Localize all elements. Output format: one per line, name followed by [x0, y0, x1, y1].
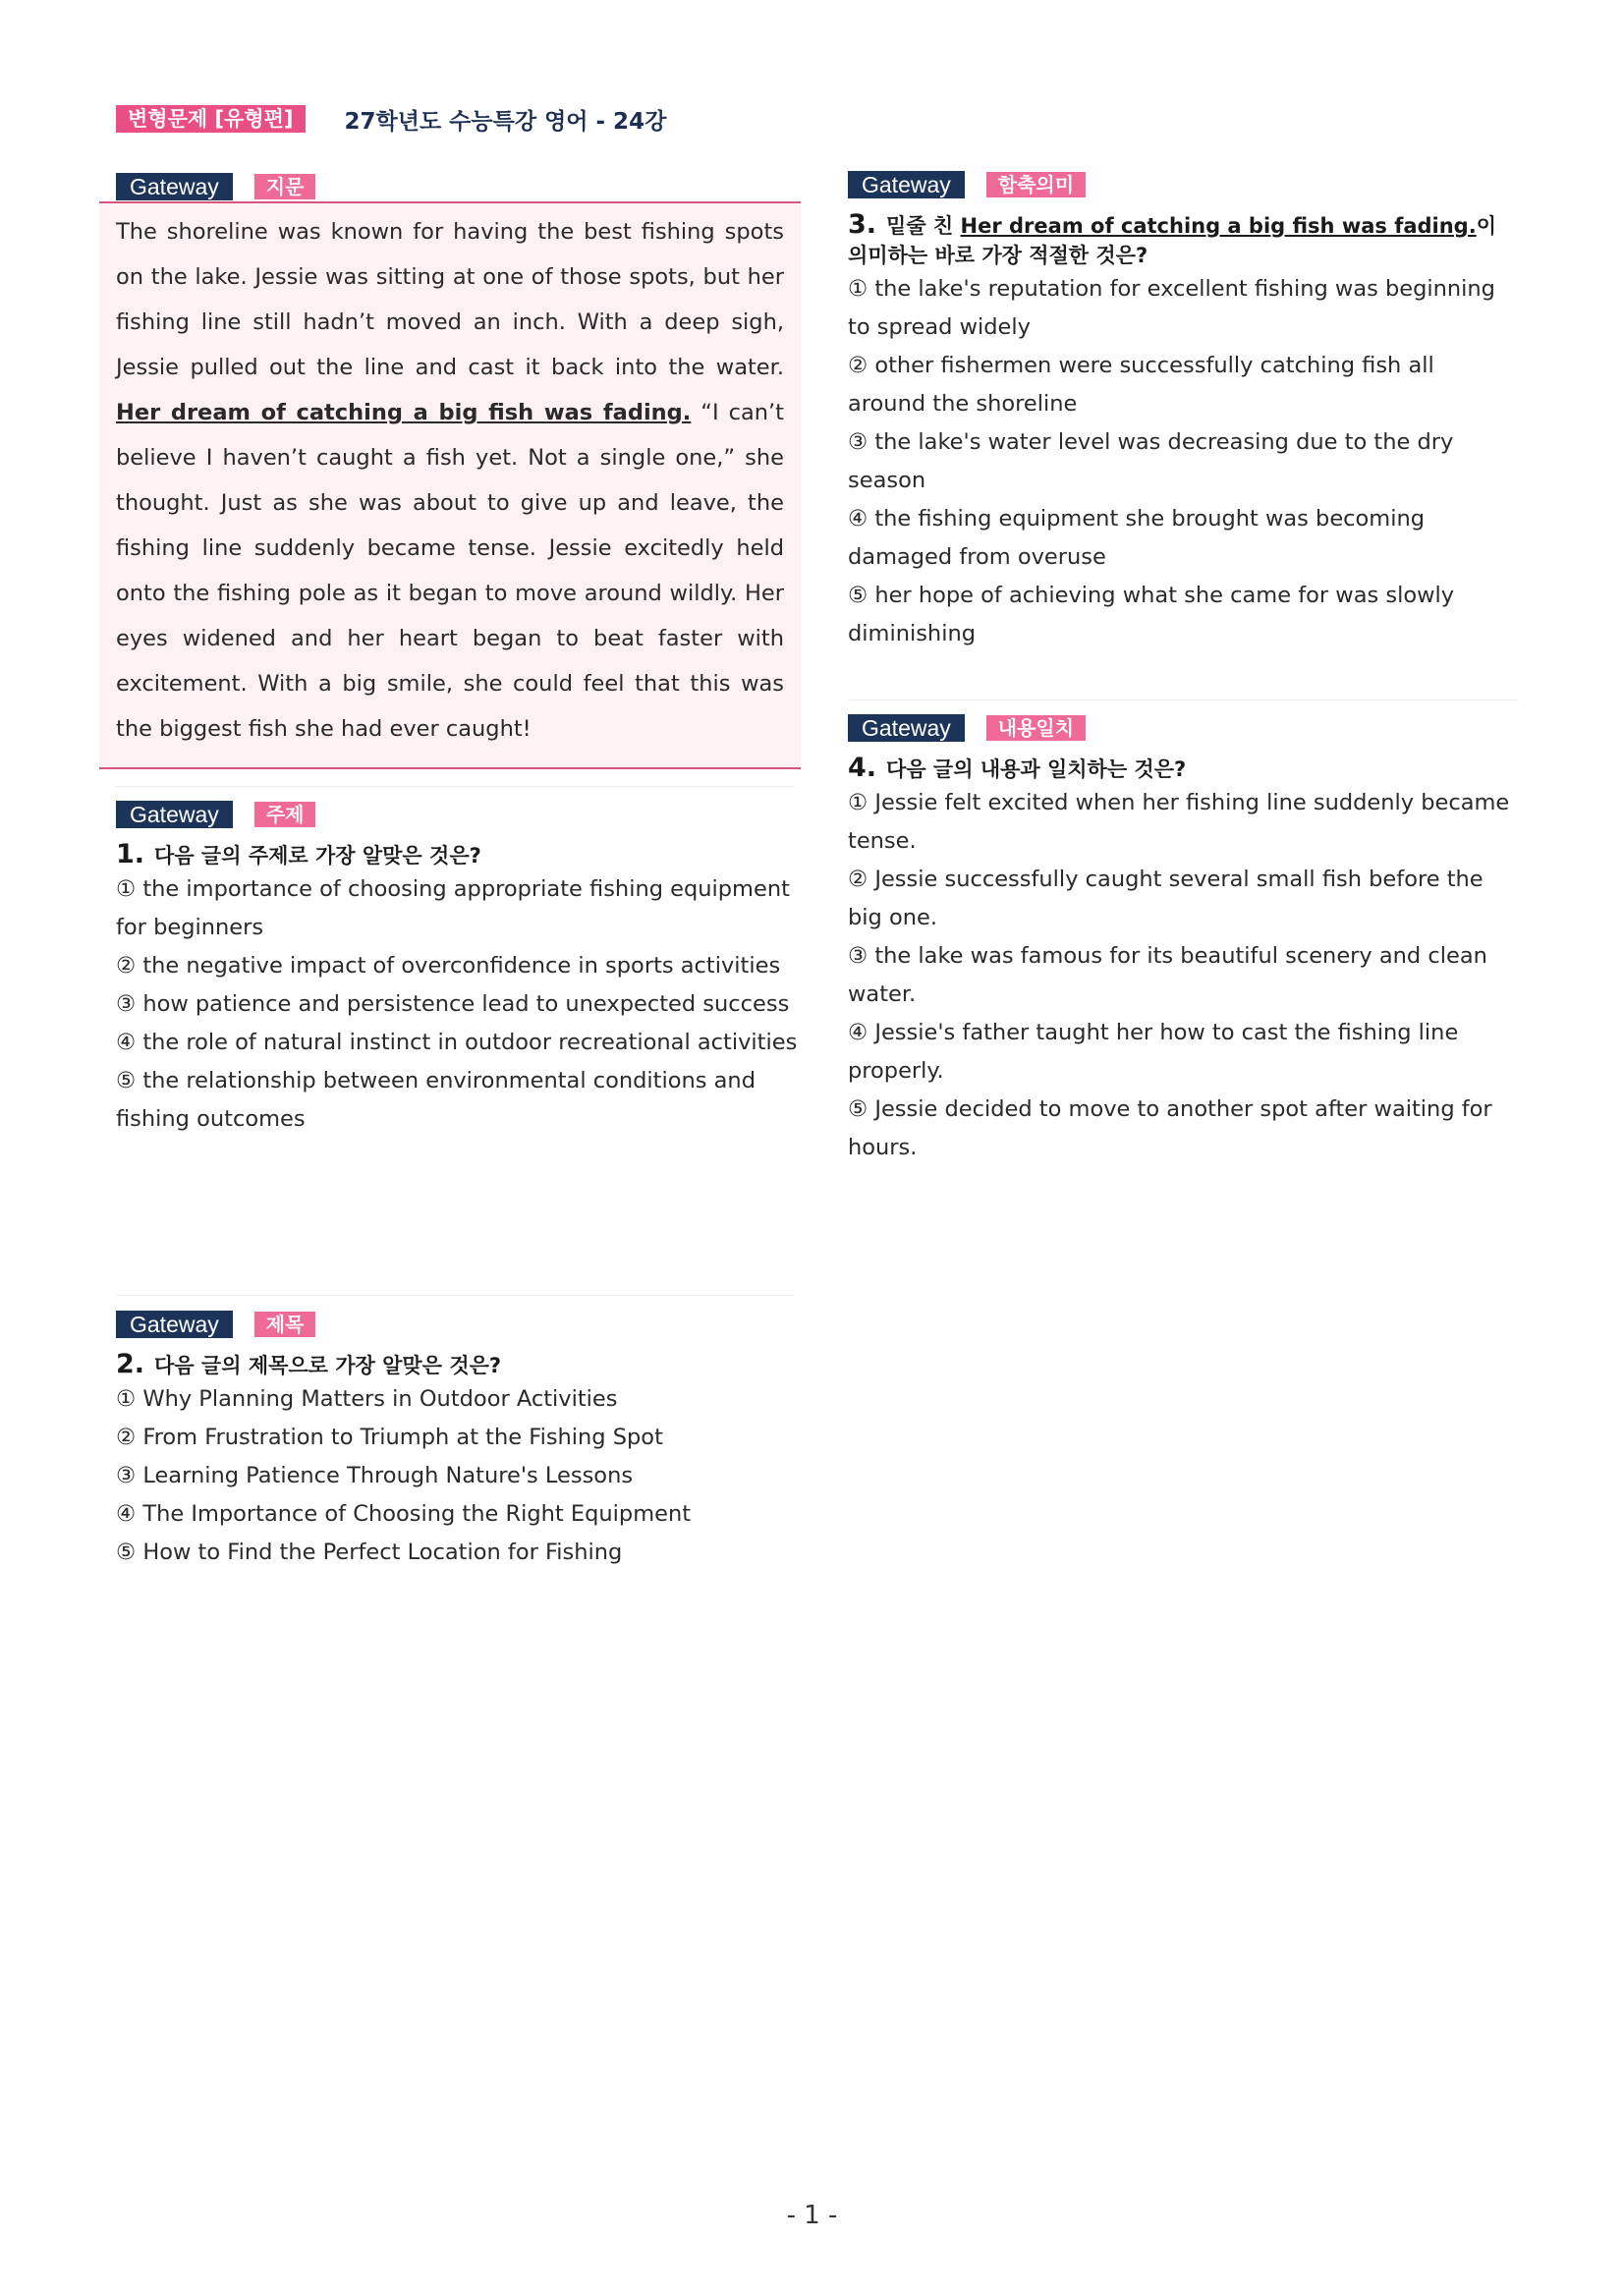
question-1: [116, 801, 802, 1139]
gateway-label: Gateway: [848, 171, 965, 198]
q2-option-5[interactable]: ⑤ How to Find the Perfect Location for Fishing: [116, 1540, 623, 1565]
page-number: - 1 -: [786, 2201, 838, 2230]
q4-option-1[interactable]: ① Jessie felt excited when her fishing line suddenly became tense.: [848, 790, 1510, 854]
passage-text-after: “I can’t believe I haven’t caught a fish yet. Not a single one,” she thought. Just as she was about to give up and leave, the fishing line suddenly became tense. Jessie excitedly held onto the fishing pole as it began to move around wildly. Her eyes widened and her heart began to beat faster with excitement. With a big smile, she could feel that this was the biggest fish she had ever caught!: [116, 400, 784, 742]
q1-option-4[interactable]: ④ the role of natural instinct in outdoor recreational activities: [116, 1030, 798, 1055]
q3-number: 3.: [848, 209, 877, 240]
q3-prompt-underlined: Her dream of catching a big fish was fading.: [960, 214, 1477, 238]
q1-tag: 주제: [254, 802, 316, 827]
passage-text-before: The shoreline was known for having the best fishing spots on the lake. Jessie was sitting at one of those spots, but her fishing line still hadn’t moved an inch. With a deep sigh, Jessie pulled out the line and cast it back into the water.: [116, 219, 784, 380]
header-tag: 변형문제 [유형편]: [116, 105, 306, 133]
passage-underlined-sentence: Her dream of catching a big fish was fading.: [116, 400, 692, 425]
q3-prompt-prefix: 밑줄 친: [886, 214, 961, 238]
q2-number: 2.: [116, 1349, 145, 1379]
q2-prompt-text: 다음 글의 제목으로 가장 알맞은 것은?: [154, 1354, 502, 1377]
divider: [116, 786, 794, 787]
q3-option-3[interactable]: ③ the lake's water level was decreasing due to the dry season: [848, 429, 1454, 493]
q3-prompt-suffix: 이 의미하는 바로 가장 적절한 것은?: [848, 214, 1496, 267]
q3-option-2[interactable]: ② other fishermen were successfully catching fish all around the shoreline: [848, 353, 1434, 417]
q1-option-3[interactable]: ③ how patience and persistence lead to unexpected success: [116, 991, 790, 1017]
q4-option-5[interactable]: ⑤ Jessie decided to move to another spot after waiting for hours.: [848, 1096, 1492, 1160]
q4-prompt-text: 다음 글의 내용과 일치하는 것은?: [886, 757, 1187, 781]
q4-number: 4.: [848, 753, 877, 783]
q2-option-4[interactable]: ④ The Importance of Choosing the Right Equipment: [116, 1501, 692, 1527]
q1-option-5[interactable]: ⑤ the relationship between environmental conditions and fishing outcomes: [116, 1068, 756, 1132]
passage-text: [116, 209, 784, 752]
gateway-label: Gateway: [116, 1311, 233, 1338]
gateway-label: Gateway: [116, 173, 233, 200]
q3-tag: 함축의미: [986, 172, 1086, 197]
q4-tag: 내용일치: [986, 715, 1086, 741]
q1-prompt-text: 다음 글의 주제로 가장 알맞은 것은?: [154, 844, 481, 868]
question-4: [848, 714, 1518, 1167]
q2-prompt: [116, 1350, 802, 1380]
q2-option-1[interactable]: ① Why Planning Matters in Outdoor Activities: [116, 1386, 618, 1412]
question-3: [848, 171, 1518, 653]
q3-option-4[interactable]: ④ the fishing equipment she brought was becoming damaged from overuse: [848, 506, 1426, 570]
q2-tag: 제목: [254, 1312, 316, 1337]
q1-option-1[interactable]: ① the importance of choosing appropriate fishing equipment for beginners: [116, 876, 790, 940]
q3-option-1[interactable]: ① the lake's reputation for excellent fishing was beginning to spread widely: [848, 276, 1495, 340]
q4-option-3[interactable]: ③ the lake was famous for its beautiful scenery and clean water.: [848, 943, 1487, 1007]
q3-prompt: [848, 210, 1518, 270]
header-title: 27학년도 수능특강 영어 - 24강: [344, 108, 667, 135]
q4-option-2[interactable]: ② Jessie successfully caught several small fish before the big one.: [848, 867, 1484, 930]
question-2: [116, 1311, 802, 1572]
page-header: [116, 104, 666, 134]
gateway-label: Gateway: [116, 801, 233, 828]
q1-option-2[interactable]: ② the negative impact of overconfidence in sports activities: [116, 953, 781, 979]
q3-option-5[interactable]: ⑤ her hope of achieving what she came for was slowly diminishing: [848, 583, 1455, 646]
passage-label-row: [116, 173, 802, 200]
q4-prompt: [848, 754, 1518, 784]
passage-tag: 지문: [254, 174, 316, 199]
q2-option-2[interactable]: ② From Frustration to Triumph at the Fishing Spot: [116, 1425, 663, 1450]
q1-prompt: [116, 840, 802, 870]
q2-option-3[interactable]: ③ Learning Patience Through Nature's Lessons: [116, 1463, 634, 1488]
q1-number: 1.: [116, 839, 145, 869]
divider: [116, 1295, 794, 1296]
gateway-label: Gateway: [848, 714, 965, 742]
q4-option-4[interactable]: ④ Jessie's father taught her how to cast the fishing line properly.: [848, 1020, 1459, 1084]
